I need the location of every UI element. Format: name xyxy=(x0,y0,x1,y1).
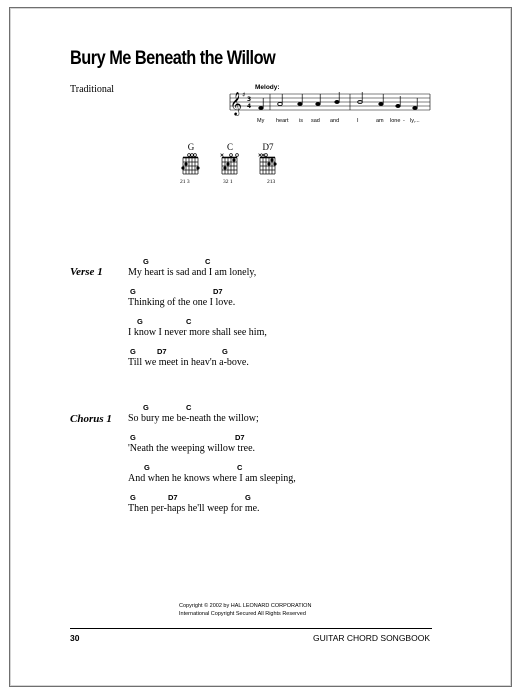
chord-symbol: G xyxy=(130,493,136,502)
melody-note xyxy=(316,102,321,105)
chord-symbol: G xyxy=(137,317,143,326)
lyric-line: My heart is sad and I am lonely, xyxy=(128,267,257,278)
section-label-chorus-1: Chorus 1 xyxy=(70,413,112,425)
lyric-line: 'Neath the weeping willow tree. xyxy=(128,443,256,454)
lyric-line: So bury me be-neath the willow; xyxy=(128,413,259,424)
melody-lyric: - xyxy=(403,118,405,124)
melody-note xyxy=(413,106,418,109)
melody-note xyxy=(278,102,283,105)
melody-lyric: is xyxy=(299,118,303,124)
section-label-verse-1: Verse 1 xyxy=(70,266,103,278)
copyright-line: Copyright © 2002 by HAL LEONARD CORPORATION xyxy=(179,603,312,609)
chord-symbol: D7 xyxy=(168,493,178,502)
melody-note xyxy=(298,102,303,105)
chord-diagram-c xyxy=(215,142,245,184)
chord-diagram-name: C xyxy=(226,142,233,152)
lyric-line: And when he knows where I am sleeping, xyxy=(128,473,296,484)
song-title: Bury Me Beneath the Willow xyxy=(70,48,276,69)
melody-lyric: I xyxy=(357,118,359,124)
chord-symbol: G xyxy=(245,493,251,502)
chord-symbol: C xyxy=(186,403,192,412)
melody-note xyxy=(259,106,264,109)
treble-clef-icon: 𝄞 xyxy=(230,91,242,115)
chord-symbol: D7 xyxy=(213,287,223,296)
melody-note xyxy=(335,100,340,103)
lyric-line: I know I never more shall see him, xyxy=(128,327,267,338)
melody-staff xyxy=(225,88,435,118)
chord-symbol: C xyxy=(205,257,211,266)
time-signature-top: 3 xyxy=(247,96,252,103)
copyright-line: International Copyright Secured All Rights Reserved xyxy=(179,611,306,617)
melody-lyric: am xyxy=(376,118,384,124)
page-number: 30 xyxy=(70,633,80,643)
lyric-line: Till we meet in heav'n a-bove. xyxy=(128,357,249,368)
chord-fingering: 32 1 xyxy=(223,179,233,185)
chord-diagram-name: G xyxy=(187,142,195,152)
melody-label: Melody: xyxy=(255,84,280,91)
melody-lyric: and xyxy=(330,118,340,124)
melody-lyric: heart xyxy=(276,118,289,124)
chord-symbol: G xyxy=(144,463,150,472)
chord-symbol: C xyxy=(186,317,192,326)
chord-symbol: G xyxy=(130,287,136,296)
chord-diagram-name: D7 xyxy=(262,142,274,152)
song-credit: Traditional xyxy=(70,84,115,95)
lyric-line: Then per-haps he'll weep for me. xyxy=(128,503,260,514)
chord-fingering: 213 xyxy=(267,179,276,185)
melody-note xyxy=(379,102,384,105)
chord-diagram-g xyxy=(176,142,206,184)
chord-diagram-icon xyxy=(179,153,203,179)
melody-note xyxy=(396,104,401,107)
chord-symbol: G xyxy=(130,433,136,442)
chord-symbol: G xyxy=(143,257,149,266)
book-title: GUITAR CHORD SONGBOOK xyxy=(313,633,430,643)
chord-symbol: G xyxy=(143,403,149,412)
key-sharp-icon: ♯ xyxy=(242,91,246,99)
melody-lyric: sad xyxy=(311,118,320,124)
melody-lyric: My xyxy=(257,118,265,124)
lyric-line: Thinking of the one I love. xyxy=(128,297,236,308)
chord-symbol: G xyxy=(222,347,228,356)
chord-diagram-icon xyxy=(256,153,280,179)
chord-symbol: G xyxy=(130,347,136,356)
chord-symbol: D7 xyxy=(235,433,245,442)
melody-lyric: lone xyxy=(390,118,401,124)
chord-fingering: 21 3 xyxy=(180,179,190,185)
chord-symbol: C xyxy=(237,463,243,472)
chord-diagram-d7 xyxy=(253,142,283,184)
chord-symbol: D7 xyxy=(157,347,167,356)
melody-lyric: ly,... xyxy=(410,118,420,124)
time-signature-bottom: 4 xyxy=(247,103,252,110)
chord-diagram-icon xyxy=(218,153,242,179)
footer-rule xyxy=(70,628,432,629)
